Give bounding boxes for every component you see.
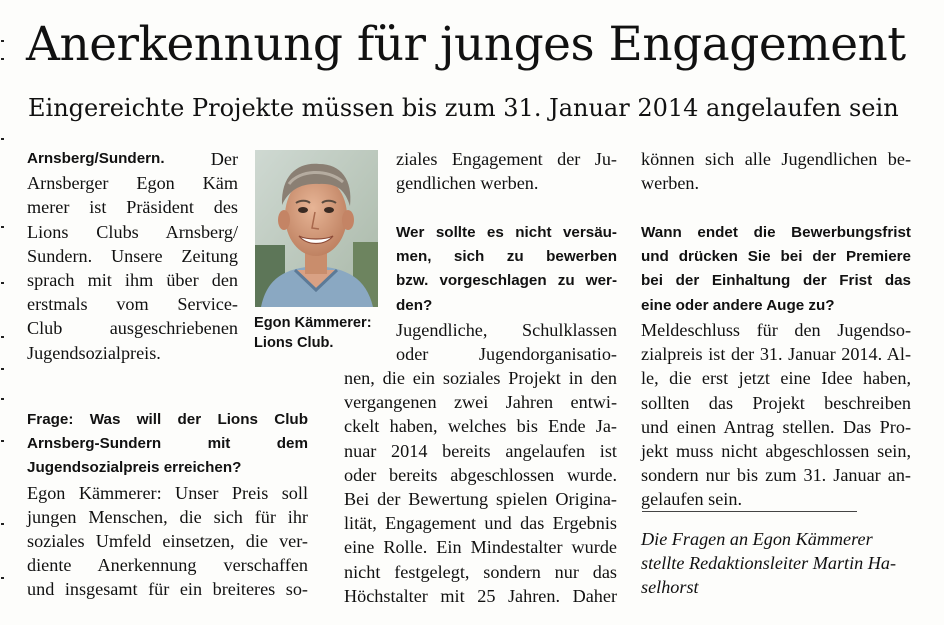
- caption-line: Lions Club.: [254, 335, 334, 351]
- answer-1-line: und insgesamt für ein breiteres so-: [27, 579, 308, 600]
- subheadline: Eingereichte Projekte müssen bis zum 31. Januar 2014 angelaufen sein: [28, 94, 899, 122]
- column-2-line: gendlichen werben.: [396, 173, 539, 194]
- answer-2-line: Höchstalter mit 25 Jahren. Daher: [344, 585, 617, 606]
- question-2-line: bzw. vorgeschlagen zu wer-: [396, 272, 617, 290]
- answer-2-line: Bei der Bewertung spielen Origina-: [344, 489, 617, 510]
- photo-caption: [254, 313, 382, 353]
- headline: Anerkennung für junges Engagement: [26, 17, 906, 72]
- answer-2-line: vergangenen zwei Jahren entwi-: [344, 392, 617, 413]
- question-3-line: und drücken Sie bei der Premiere: [641, 248, 911, 266]
- question-2-line: men, sich zu bewerben: [396, 248, 617, 266]
- answer-2-line: oder bereits abgeschlossen wurde.: [344, 464, 617, 485]
- intro-line: Sundern. Unsere Zeitung: [27, 245, 238, 266]
- question-2-line: Wer sollte es nicht versäu-: [396, 224, 617, 241]
- question-2-block: [396, 221, 617, 318]
- answer-3-line: und einen Antrag stellen. Das Pro-: [641, 416, 911, 437]
- divider-rule: [642, 511, 857, 512]
- column-3: [641, 147, 911, 195]
- answer-2-rest: [344, 366, 617, 608]
- intro-line: Club ausgeschriebenen: [27, 318, 238, 339]
- intro-line: Arnsberger Egon Käm: [27, 173, 238, 194]
- answer-3-line: jekt muss nicht abgeschlossen sein,: [641, 441, 911, 462]
- answer-2-line: oder Jugendorganisatio-: [396, 344, 617, 365]
- question-3-line: Wann endet die Bewerbungsfrist: [641, 224, 911, 241]
- answer-2-start: [396, 318, 617, 366]
- answer-2-line: ckelt haben, welches bis Ende Ja-: [344, 416, 617, 437]
- intro-line: erstmals vom Service-: [27, 294, 238, 315]
- question-1: Frage: Was will der Lions Club Arnsberg-Sundern mit dem Jugendsozialpreis erreichen?: [27, 411, 308, 477]
- answer-3-block: [641, 318, 911, 512]
- credit: [641, 527, 911, 600]
- credit-line: stellte Redaktionsleiter Martin Ha-: [641, 553, 897, 574]
- intro-line: merer ist Präsident des: [27, 197, 238, 218]
- column-2-line: ziales Engagement der Ju-: [396, 149, 617, 169]
- question-2-line: den?: [396, 296, 433, 314]
- answer-2-block: [396, 318, 617, 366]
- answer-1-line: soziales Umfeld einsetzen, die ver-: [27, 531, 308, 552]
- answer-2-line: Jugendliche, Schulklassen: [396, 320, 617, 340]
- intro-line: Der: [210, 149, 238, 169]
- answer-3-line: le, die erst jetzt eine Idee haben,: [641, 368, 911, 389]
- question-1-block: [27, 408, 308, 602]
- answer-3-line: sollten das Projekt beschreiben: [641, 392, 911, 413]
- dateline: Arnsberg/Sundern.: [27, 150, 165, 167]
- question-3-block: [641, 221, 911, 318]
- portrait-photo: [255, 150, 378, 307]
- column-2: [396, 147, 617, 195]
- column-2-top: [396, 147, 617, 195]
- answer-3-line: zialpreis ist der 31. Januar 2014. Al-: [641, 344, 911, 365]
- question-3-line: eine oder andere Auge zu?: [641, 296, 835, 314]
- intro-text: [27, 171, 238, 365]
- question-3-line: bei der Einhaltung der Frist das: [641, 272, 911, 290]
- answer-2-line: nen, die ein soziales Projekt in den: [344, 368, 617, 388]
- credit-line: Die Fragen an Egon Kämmerer: [641, 529, 873, 549]
- column-3-top: [641, 147, 911, 195]
- answer-2-line: nicht festgelegt, sondern nur das: [344, 561, 617, 582]
- answer-1: [27, 481, 308, 602]
- column-3-line: können sich alle Jugendlichen be-: [641, 149, 911, 169]
- question-2: [396, 221, 617, 318]
- answer-1-line: jungen Menschen, die sich für ihr: [27, 506, 308, 527]
- answer-3-line: gelaufen sein.: [641, 489, 742, 510]
- answer-3-line: Meldeschluss für den Jugendso-: [641, 320, 911, 340]
- answer-1-line: diente Anerkennung verschaffen: [27, 555, 308, 576]
- caption-line: Egon Kämmerer:: [254, 315, 372, 331]
- answer-3: [641, 318, 911, 512]
- answer-2-line: eine Rolle. Ein Mindestalter wurde: [344, 537, 617, 558]
- intro-first-line: [27, 147, 238, 171]
- answer-1-line: Egon Kämmerer: Unser Preis soll: [27, 482, 308, 503]
- credit-block: [641, 527, 911, 600]
- answer-3-line: sondern nur bis zum 31. Januar an-: [641, 465, 911, 486]
- intro-line: Jugendsozialpreis.: [27, 342, 161, 363]
- answer-2-line: nuar 2014 bereits angelaufen ist: [344, 440, 617, 461]
- question-3: [641, 221, 911, 318]
- intro-block: [27, 147, 238, 365]
- answer-2-line: lität, Engagement und das Ergebnis: [344, 513, 617, 534]
- intro-line: Lions Clubs Arnsberg/: [27, 221, 238, 242]
- answer-2-wide: [344, 366, 617, 608]
- portrait-image: [255, 150, 378, 307]
- credit-line: selhorst: [641, 577, 699, 598]
- page-edge-marks: [0, 0, 6, 625]
- intro-line: sprach mit ihm über den: [27, 270, 238, 291]
- column-3-line: werben.: [641, 173, 700, 194]
